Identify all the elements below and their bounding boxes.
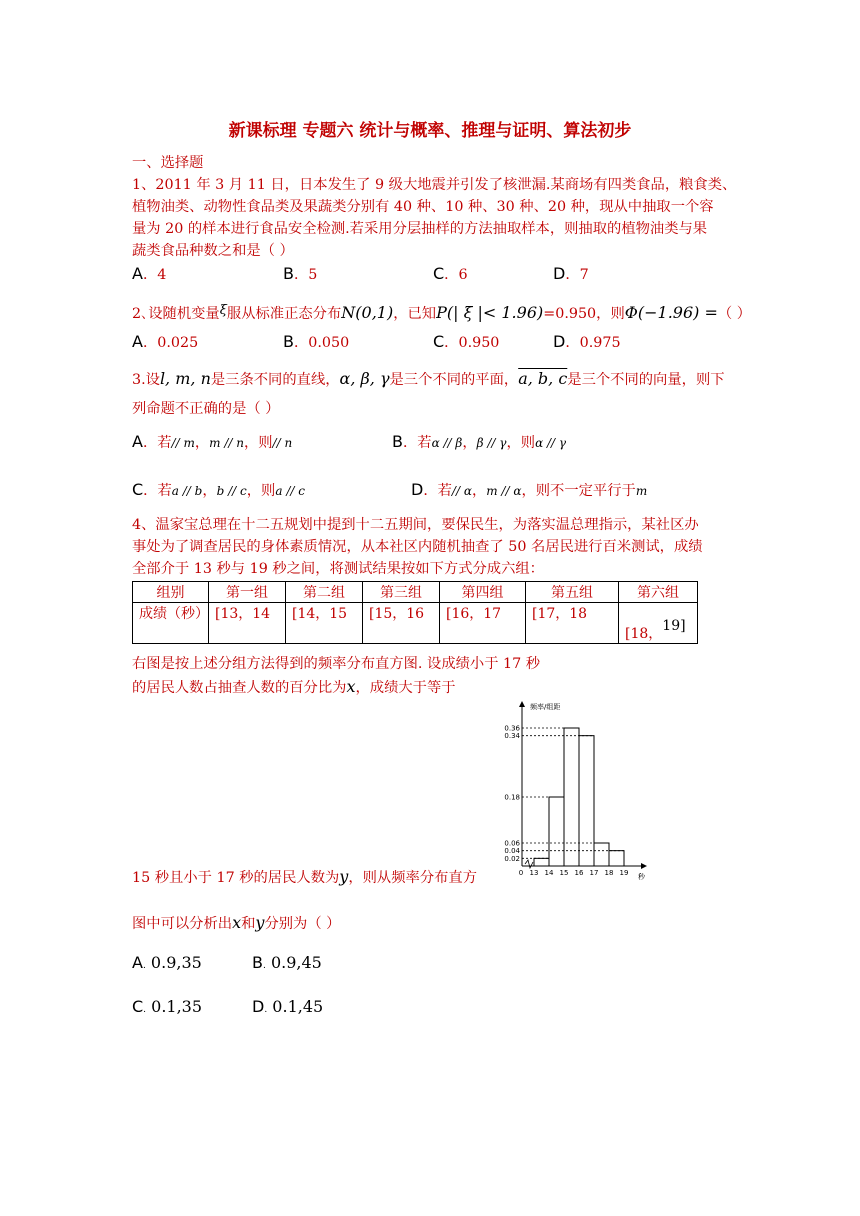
q3-line2: 列命题不正确的是（ ） <box>132 401 280 417</box>
table-cell-part: 19] <box>662 618 686 634</box>
y-tick-label: 0.04 <box>504 847 520 856</box>
q2-option-c[interactable] <box>433 332 499 352</box>
option-text: ．4 <box>142 267 167 283</box>
option-text: ， <box>471 483 487 499</box>
q1-line3: 量为 20 的样本进行食品安全检测.若采用分层抽样的方法抽取样本，则抽取的植物油类与果 <box>132 221 708 237</box>
option-text: 0.9,35 <box>150 953 202 972</box>
histogram-bar <box>609 851 624 866</box>
option-text: ．7 <box>565 267 589 283</box>
option-letter: D <box>252 997 265 1016</box>
q4-text: ，则从频率分布直方 <box>348 870 478 886</box>
table-header: 组别 <box>133 582 209 603</box>
histogram-bar <box>549 797 564 866</box>
x-tick-label: 13 <box>529 869 539 877</box>
group-table <box>132 581 698 644</box>
table-cell: [15，16 <box>363 603 440 644</box>
q2-text-4: =0.950，则 <box>543 306 625 322</box>
option-letter: D <box>553 264 566 283</box>
y-tick-label: 0.18 <box>504 793 520 802</box>
option-text: ， <box>202 483 217 499</box>
option-text: ．0.950 <box>444 335 500 351</box>
section-heading: 一、选择题 <box>132 155 204 171</box>
x-axis-label: 秒 <box>638 873 645 881</box>
option-text: ．0.975 <box>565 335 621 351</box>
q2-stem <box>132 300 751 325</box>
option-text: 0.1,45 <box>272 997 324 1016</box>
option-text: 0.1,35 <box>151 997 203 1016</box>
table-cell: [13，14 <box>209 603 286 644</box>
option-math: β // γ <box>476 436 507 450</box>
q4-option-a[interactable]: A. 0.9,35 <box>132 953 202 972</box>
histogram-bar <box>594 843 609 866</box>
y-axis-label: 频率/组距 <box>530 703 561 711</box>
option-text: ．若 <box>423 483 452 499</box>
x-tick-label: 18 <box>604 869 614 877</box>
option-text: ，则 <box>243 435 273 451</box>
table-header-row <box>133 582 698 603</box>
option-letter: D <box>553 332 566 351</box>
q3-text-2: 是三条不同的直线， <box>210 372 340 388</box>
table-cell: [14，15 <box>286 603 363 644</box>
option-text: 0.9,45 <box>270 953 322 972</box>
var-x: x <box>346 677 356 696</box>
q4-line4: 右图是按上述分组方法得到的频率分布直方图. 设成绩小于 17 秒 <box>132 656 541 672</box>
q2-option-b[interactable] <box>283 332 349 352</box>
option-letter: A <box>132 332 143 351</box>
option-math: // m <box>171 436 195 450</box>
q2-phi: Φ(−1.96) = <box>624 303 718 322</box>
option-math: m // n <box>209 436 244 450</box>
x-tick-label: 19 <box>619 869 629 877</box>
option-text: ．0.025 <box>142 335 199 351</box>
y-tick-label: 0.36 <box>504 724 520 733</box>
table-cell <box>619 603 698 644</box>
x-tick-label: 0 <box>518 869 524 877</box>
q2-dist: N(0,1) <box>341 303 394 322</box>
option-text: ．0.050 <box>293 335 350 351</box>
q4-option-d[interactable]: D. 0.1,45 <box>252 997 324 1016</box>
table-row-label: 成绩（秒） <box>133 603 209 644</box>
q4-option-c[interactable]: C. 0.1,35 <box>132 997 203 1016</box>
option-math: // α <box>451 484 472 498</box>
y-tick-label: 0.02 <box>504 854 520 863</box>
option-letter: C <box>433 332 445 351</box>
option-math: b // c <box>216 484 247 498</box>
q4-line5 <box>132 676 456 699</box>
q4-line1: 4、温家宝总理在十二五规划中提到十二五期间，要保民生，为落实温总理指示，某社区办 <box>132 517 699 533</box>
option-math: a // c <box>275 484 305 498</box>
q4-line3: 全部介于 13 秒与 19 秒之间，将测试结果按如下方式分成六组： <box>132 561 544 577</box>
table-cell-part: [18， <box>625 626 663 642</box>
var-x: x <box>232 913 242 932</box>
q2-xi: ξ <box>219 303 227 318</box>
option-letter: A <box>132 432 143 451</box>
option-letter: D <box>411 480 424 499</box>
var-y: y <box>339 867 349 886</box>
q3-option-a[interactable] <box>132 432 292 452</box>
option-math: // n <box>272 436 293 450</box>
option-letter: B <box>392 432 403 451</box>
axis-break-mark <box>525 860 533 868</box>
histogram-bar <box>564 728 579 866</box>
x-tick-label: 17 <box>589 869 599 877</box>
frequency-histogram <box>496 696 656 886</box>
q1-option-b[interactable] <box>283 264 317 284</box>
q4-text: 分别为（ ） <box>264 916 341 932</box>
table-row <box>133 603 698 644</box>
option-text: ， <box>194 435 210 451</box>
q2-text-1: 2､设随机变量 <box>132 306 220 322</box>
option-text: ，则不一定平行于 <box>521 483 636 499</box>
option-text: ．6 <box>444 267 468 283</box>
q4-line7 <box>132 912 340 935</box>
table-header: 第二组 <box>286 582 363 603</box>
q4-text: ，成绩大于等于 <box>355 680 456 696</box>
q3-option-c[interactable] <box>132 480 305 500</box>
q4-text: 15 秒且小于 17 秒的居民人数为 <box>132 870 340 886</box>
x-tick-label: 15 <box>559 869 569 877</box>
q2-prob: P(| ξ |< 1.96) <box>436 303 544 322</box>
q3-text-3: 是三个不同的平面， <box>389 372 519 388</box>
q2-option-a[interactable] <box>132 332 198 352</box>
q1-option-c[interactable] <box>433 264 468 284</box>
q3-vectors: a, b, c <box>518 369 568 388</box>
table-header: 第四组 <box>440 582 526 603</box>
option-text: ．若 <box>142 435 172 451</box>
option-text: ．5 <box>293 267 318 283</box>
option-letter: B <box>283 332 294 351</box>
option-letter: B <box>252 953 263 972</box>
q3-stem <box>132 368 725 391</box>
q3-text-4: 是三个不同的向量，则下 <box>567 372 725 388</box>
table-header: 第六组 <box>619 582 698 603</box>
option-math: m <box>635 484 648 498</box>
option-math: a // b <box>171 484 203 498</box>
table-cell: [16，17 <box>440 603 526 644</box>
option-math: α // γ <box>535 436 567 450</box>
option-letter: B <box>283 264 294 283</box>
q2-option-d[interactable] <box>553 332 621 352</box>
q2-text-2: 服从标准正态分布 <box>226 306 342 322</box>
option-letter: C <box>433 264 445 283</box>
q4-text: 和 <box>241 916 256 932</box>
option-text: ．若 <box>402 435 432 451</box>
q3-planes: α, β, γ <box>339 369 390 388</box>
q4-text: 图中可以分析出 <box>132 916 233 932</box>
option-letter: A <box>132 953 143 972</box>
histogram-bar <box>579 736 594 866</box>
q4-line2: 事处为了调查居民的身体素质情况，从本社区内随机抽查了 50 名居民进行百米测试，成绩 <box>132 539 703 555</box>
q1-line4: 蔬类食品种数之和是（ ） <box>132 243 294 259</box>
x-tick-label: 16 <box>574 869 584 877</box>
q1-option-d[interactable] <box>553 264 589 284</box>
option-letter: A <box>132 264 143 283</box>
q4-option-b[interactable]: B. 0.9,45 <box>252 953 322 972</box>
q4-text: 的居民人数占抽查人数的百分比为 <box>132 680 347 696</box>
page-title: 新课标理 专题六 统计与概率、推理与证明、算法初步 <box>228 121 632 141</box>
option-letter: C <box>132 997 144 1016</box>
table-cell: [17，18 <box>526 603 619 644</box>
table-header: 第三组 <box>363 582 440 603</box>
q1-line2: 植物油类、动物性食品类及果蔬类分别有 40 种、10 种、30 种、20 种，现从中抽取一个容 <box>132 199 714 215</box>
q2-text-5: （ ） <box>717 306 752 322</box>
option-math: m // α <box>486 484 522 498</box>
q1-line1: 1、2011 年 3 月 11 日，日本发生了 9 级大地震并引发了核泄漏.某商场有四类食品，粮食类、 <box>132 177 737 193</box>
var-y: y <box>255 913 265 932</box>
table-header: 第一组 <box>209 582 286 603</box>
table-header: 第五组 <box>526 582 619 603</box>
q2-text-3: ，已知 <box>393 306 437 322</box>
option-text: ，则 <box>506 435 536 451</box>
option-math: α // β <box>431 436 463 450</box>
option-text: ，则 <box>246 483 276 499</box>
y-tick-label: 0.06 <box>504 839 520 848</box>
histogram-bar <box>534 858 549 866</box>
q1-option-a[interactable] <box>132 264 166 284</box>
q4-line6 <box>132 866 477 889</box>
q3-text-1: 3.设 <box>132 372 160 388</box>
option-text: ．若 <box>143 483 172 499</box>
y-tick-label: 0.34 <box>504 732 520 741</box>
q3-lines: l, m, n <box>159 369 211 388</box>
q3-option-d[interactable] <box>411 480 647 500</box>
q3-option-b[interactable] <box>392 432 566 452</box>
option-text: ， <box>462 435 477 451</box>
option-letter: C <box>132 480 144 499</box>
x-tick-label: 14 <box>544 869 554 877</box>
